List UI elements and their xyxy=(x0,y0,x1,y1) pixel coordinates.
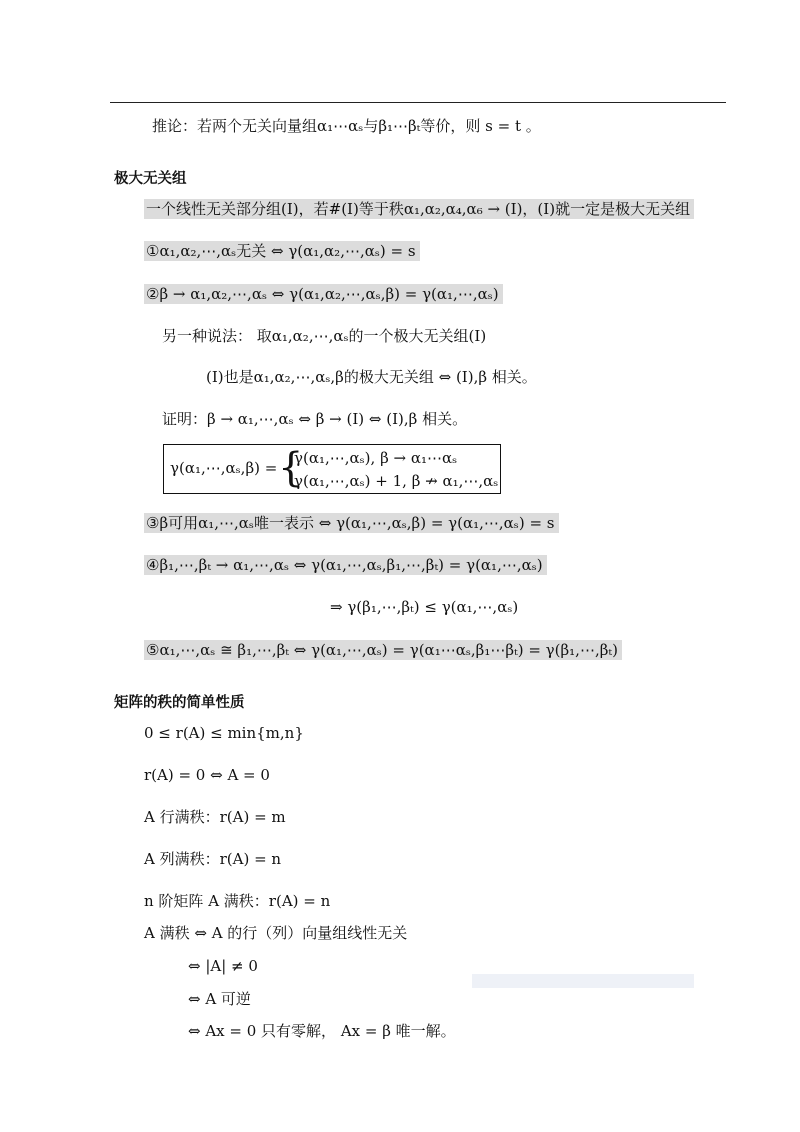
intro-highlight: 一个线性无关部分组(I)，若#(I)等于秩α₁,α₂,α₄,α₆ → (I)，(I)就一定是极大无关组 xyxy=(144,199,694,219)
rank-prop-4: A 列满秩：r(A) = n xyxy=(144,850,282,868)
item-1-text: ①α₁,α₂,⋯,αₛ无关 ⇔ γ(α₁,α₂,⋯,αₛ) = s xyxy=(144,241,420,261)
section-title-rank: 矩阵的秩的简单性质 xyxy=(114,695,245,711)
item-2-text: ②β → α₁,α₂,⋯,αₛ ⇔ γ(α₁,α₂,⋯,αₛ,β) = γ(α₁,⋯,αₛ) xyxy=(144,284,503,304)
alt-statement-cont: (I)也是α₁,α₂,⋯,αₛ,β的极大无关组 ⇔ (I),β 相关。 xyxy=(206,368,537,386)
intro-line xyxy=(144,198,694,220)
rank-prop-9: ⇔ Ax = 0 只有零解， Ax = β 唯一解。 xyxy=(188,1022,456,1040)
piecewise-box xyxy=(163,444,501,494)
item-1 xyxy=(144,240,420,262)
box-case-1: γ(α₁,⋯,αₛ), β → α₁⋯αₛ xyxy=(294,449,458,467)
rank-prop-1: 0 ≤ r(A) ≤ min{m,n} xyxy=(144,724,304,742)
rank-prop-5: n 阶矩阵 A 满秩：r(A) = n xyxy=(144,892,331,910)
box-case-2: γ(α₁,⋯,αₛ) + 1, β ↛ α₁,⋯,αₛ xyxy=(294,472,499,490)
item-3-text: ③β可用α₁,⋯,αₛ唯一表示 ⇔ γ(α₁,⋯,αₛ,β) = γ(α₁,⋯,αₛ) = s xyxy=(144,513,559,533)
faint-bar xyxy=(472,974,694,988)
item-3 xyxy=(144,512,559,534)
item-2 xyxy=(144,283,503,305)
section-title-max-independent: 极大无关组 xyxy=(114,171,187,187)
item-5-text: ⑤α₁,⋯,αₛ ≅ β₁,⋯,βₜ ⇔ γ(α₁,⋯,αₛ) = γ(α₁⋯αₛ,β₁⋯βₜ) = γ(β₁,⋯,βₜ) xyxy=(144,640,622,660)
brace-icon: { xyxy=(278,445,304,491)
item-5 xyxy=(144,639,622,661)
item-4-text: ④β₁,⋯,βₜ → α₁,⋯,αₛ ⇔ γ(α₁,⋯,αₛ,β₁,⋯,βₜ) = γ(α₁,⋯,αₛ) xyxy=(144,555,547,575)
box-lhs: γ(α₁,⋯,αₛ,β) = xyxy=(170,459,278,477)
item-4 xyxy=(144,554,547,576)
rank-prop-6: A 满秩 ⇔ A 的行（列）向量组线性无关 xyxy=(144,924,408,942)
header-rule xyxy=(110,102,726,103)
corollary: 推论：若两个无关向量组α₁⋯αₛ与β₁⋯βₜ等价，则 s = t 。 xyxy=(152,117,541,135)
proof-line: 证明：β → α₁,⋯,αₛ ⇔ β → (I) ⇔ (I),β 相关。 xyxy=(162,410,468,428)
rank-prop-8: ⇔ A 可逆 xyxy=(188,990,251,1008)
alt-statement: 另一种说法： 取α₁,α₂,⋯,αₛ的一个极大无关组(I) xyxy=(162,327,487,345)
rank-prop-7: ⇔ |A| ≠ 0 xyxy=(188,957,258,975)
item-4-cont: ⇒ γ(β₁,⋯,βₜ) ≤ γ(α₁,⋯,αₛ) xyxy=(330,598,519,616)
rank-prop-3: A 行满秩：r(A) = m xyxy=(144,808,286,826)
rank-prop-2: r(A) = 0 ⇔ A = 0 xyxy=(144,766,270,784)
